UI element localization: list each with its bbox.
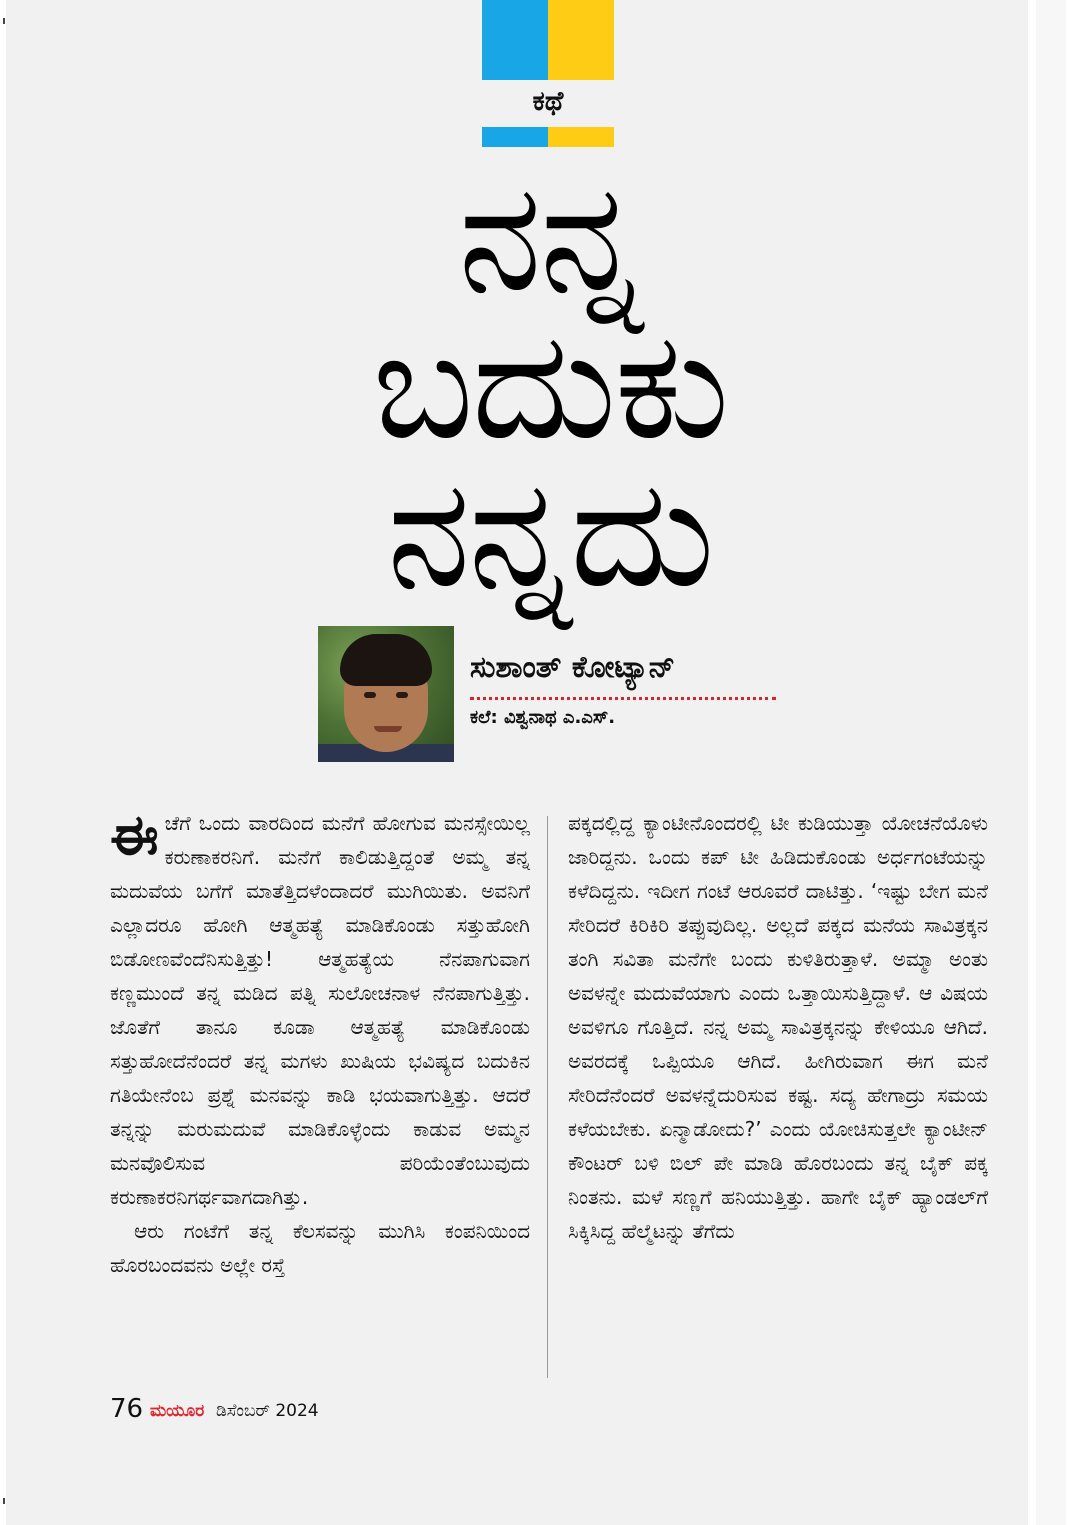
article-column-right: [568, 806, 988, 1248]
crop-mark: [3, 1498, 5, 1504]
title-line-3: ನನ್ನದು: [387, 447, 713, 621]
title-line-2: ಬದುಕು: [372, 299, 728, 473]
title-line-1: ನನ್ನ: [458, 151, 642, 325]
page-number: 76: [110, 1394, 144, 1424]
next-page-edge: [1036, 0, 1066, 1525]
category-underline-blue: [482, 127, 548, 147]
article-paragraph: [110, 803, 530, 1214]
story-category: ಕಥೆ: [532, 86, 564, 117]
author-name: ಸುಶಾಂತ್ ಕೋಟ್ಯಾನ್: [470, 650, 676, 685]
crop-mark: [3, 18, 5, 24]
article-paragraph: ಪಕ್ಕದಲ್ಲಿದ್ದ ಕ್ಯಾಂಟೀನೊಂದರಲ್ಲಿ ಟೀ ಕುಡಿಯುತ್ತಾ ಯೋಚನೆಯೊಳು ಜಾರಿದ್ದನು. ಒಂದು ಕಪ್ ಟೀ ಹಿಡಿದುಕೊಂಡು ಅರ್ಧಗಂಟೆಯನ್ನು ಕಳೆದಿದ್ದನು. ಇದೀಗ ಗಂಟೆ ಆರೂವರೆ ದಾಟಿತ್ತು. ‘ಇಷ್ಟು ಬೇಗ ಮನೆ ಸೇರಿದರೆ ಕಿರಿಕಿರಿ ತಪ್ಪುವುದಿಲ್ಲ. ಅಲ್ಲದೆ ಪಕ್ಕದ ಮನೆಯ ಸಾವಿತ್ರಕ್ಕನ ತಂಗಿ ಸವಿತಾ ಮನೆಗೇ ಬಂದು ಕುಳಿತಿರುತ್ತಾಳೆ. ಅಮ್ಮಾ ಅಂತು ಅವಳನ್ನೇ ಮದುವೆಯಾಗು ಎಂದು ಒತ್ತಾಯಿಸುತ್ತಿದ್ದಾಳೆ. ಆ ವಿಷಯ ಅವಳಿಗೂ ಗೊತ್ತಿದೆ. ನನ್ನ ಅಮ್ಮ ಸಾವಿತ್ರಕ್ಕನನ್ನು ಕೇಳಿಯೂ ಆಗಿದೆ. ಅವರದಕ್ಕೆ ಒಪ್ಪಿಯೂ ಆಗಿದೆ. ಹೀಗಿರುವಾಗ ಈಗ ಮನೆ ಸೇರಿದೆನೆಂದರೆ ಅವಳನ್ನೆದುರಿಸುವ ಕಷ್ಟ. ಸದ್ಯ ಹೇಗಾದ್ರು ಸಮಯ ಕಳೆಯಬೇಕು. ಏನ್ಮಾಡೋದು?’ ಎಂದು ಯೋಚಿಸುತ್ತಲೇ ಕ್ಯಾಂಟೀನ್ ಕೌಂಟರ್ ಬಳಿ ಬಿಲ್ ಪೇ ಮಾಡಿ ಹೊರಬಂದು ತನ್ನ ಬೈಕ್ ಪಕ್ಕ ನಿಂತನು. ಮಳೆ ಸಣ್ಣಗೆ ಹನಿಯುತ್ತಿತ್ತು. ಹಾಗೇ ಬೈಕ್ ಹ್ಯಾಂಡಲ್‌ಗೆ ಸಿಕ್ಕಿಸಿದ್ದ ಹೆಲ್ಮೆಟನ್ನು ತೆಗೆದು: [568, 811, 988, 1243]
paragraph-text: ಚೆಗೆ ಒಂದು ವಾರದಿಂದ ಮನೆಗೆ ಹೋಗುವ ಮನಸ್ಸೇಯಿಲ್ಲ ಕರುಣಾಕರನಿಗೆ. ಮನೆಗೆ ಕಾಲಿಡುತ್ತಿದ್ದಂತೆ ಅಮ್ಮ ತನ್ನ ಮದುವೆಯ ಬಗೆಗೆ ಮಾತೆತ್ತಿದಳೆಂದಾದರೆ ಮುಗಿಯಿತು. ಅವನಿಗೆ ಎಲ್ಲಾದರೂ ಹೋಗಿ ಆತ್ಮಹತ್ಯೆ ಮಾಡಿಕೊಂಡು ಸತ್ತುಹೋಗಿ ಬಿಡೋಣವೆಂದೆನಿಸುತ್ತಿತ್ತು! ಆತ್ಮಹತ್ಯೆಯ ನೆನಪಾಗುವಾಗ ಕಣ್ಣಮುಂದೆ ತನ್ನ ಮಡಿದ ಪತ್ನಿ ಸುಲೋಚನಾಳ ನೆನಪಾಗುತ್ತಿತ್ತು. ಜೊತೆಗೆ ತಾನೂ ಕೂಡಾ ಆತ್ಮಹತ್ಯೆ ಮಾಡಿಕೊಂಡು ಸತ್ತುಹೋದೆನೆಂದರೆ ತನ್ನ ಮಗಳು ಖುಷಿಯ ಭವಿಷ್ಯದ ಬದುಕಿನ ಗತಿಯೇನೆಂಬ ಪ್ರಶ್ನೆ ಮನವನ್ನು ಕಾಡಿ ಭಯವಾಗುತ್ತಿತ್ತು. ಆದರೆ ತನ್ನನ್ನು ಮರುಮದುವೆ ಮಾಡಿಕೊಳ್ಳೆಂದು ಕಾಡುವ ಅಮ್ಮನ ಮನವೊಲಿಸುವ ಪರಿಯೆಂತೆಂಬುವುದು ಕರುಣಾಕರನಿಗರ್ಥವಾಗದಾಗಿತ್ತು.: [110, 811, 530, 1209]
column-divider: [547, 816, 548, 1378]
category-underline-yellow: [548, 127, 614, 147]
article-column-left: [110, 803, 530, 1282]
author-photo: [318, 626, 454, 762]
artist-credit: ಕಲೆ: ವಿಶ್ವನಾಥ ಎ.ಎಸ್.: [470, 707, 616, 728]
header-blue-block: [482, 0, 548, 80]
page-margin: [1028, 0, 1072, 1525]
issue-date: ಡಿಸೆಂಬರ್ 2024: [216, 1401, 319, 1421]
header-yellow-block: [548, 0, 614, 80]
article-paragraph: ಆರು ಗಂಟೆಗೆ ತನ್ನ ಕೆಲಸವನ್ನು ಮುಗಿಸಿ ಕಂಪನಿಯಿಂದ ಹೊರಬಂದವನು ಅಲ್ಲೇ ರಸ್ತೆ: [110, 1219, 530, 1277]
author-underline: [470, 697, 776, 700]
magazine-logo: ಮಯೂರ: [150, 1401, 205, 1421]
page-footer: [110, 1392, 510, 1428]
drop-cap: ಈ: [110, 803, 159, 868]
